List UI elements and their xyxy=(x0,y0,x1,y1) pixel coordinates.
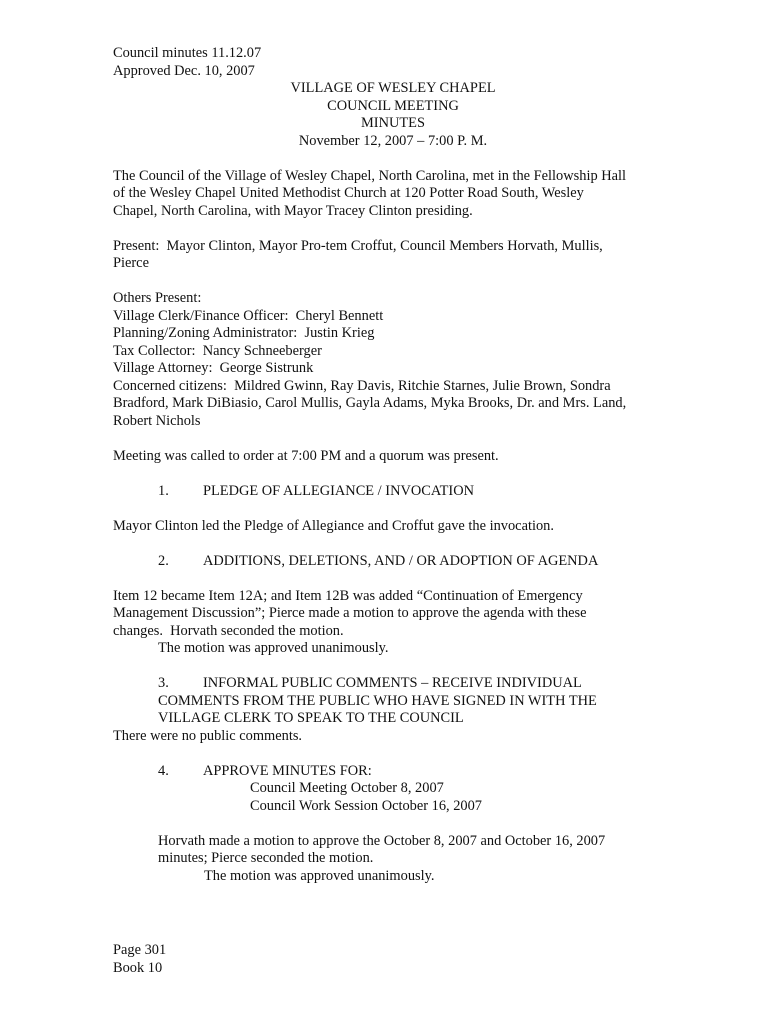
title-line-2: COUNCIL MEETING xyxy=(327,97,459,114)
agenda-item-1 xyxy=(113,483,673,536)
item-number: 2. xyxy=(158,552,169,569)
item-heading xyxy=(113,483,673,501)
present-paragraph xyxy=(113,238,673,273)
others-line: Bradford, Mark DiBiasio, Carol Mullis, Gayla Adams, Myka Brooks, Dr. and Mrs. Land, xyxy=(113,395,627,411)
item-body: Mayor Clinton led the Pledge of Allegiance and Croffut gave the invocation. xyxy=(113,517,554,534)
minutes-sub-item: Council Meeting October 8, 2007 xyxy=(250,780,444,796)
header-line-1: Council minutes 11.12.07 xyxy=(113,45,262,61)
item-heading xyxy=(113,763,673,781)
others-line: Planning/Zoning Administrator: Justin Krieg xyxy=(113,325,375,341)
header-line-2: Approved Dec. 10, 2007 xyxy=(113,62,255,79)
motion-result: The motion was approved unanimously. xyxy=(158,640,389,656)
title-line-4: November 12, 2007 – 7:00 P. M. xyxy=(298,132,488,149)
others-line: Village Clerk/Finance Officer: Cheryl Bennett xyxy=(113,307,384,324)
intro-line: The Council of the Village of Wesley Chapel, North Carolina, met in the Fellowship Hall xyxy=(113,167,627,184)
item-body-line: minutes; Pierce seconded the motion. xyxy=(158,850,374,866)
page-footer xyxy=(113,942,166,977)
minutes-page xyxy=(113,45,673,885)
others-line: Others Present: xyxy=(113,290,202,306)
agenda-item-4 xyxy=(113,763,673,886)
others-line: Village Attorney: George Sistrunk xyxy=(113,360,314,376)
minutes-sub-item: Council Work Session October 16, 2007 xyxy=(250,797,483,814)
item-number: 4. xyxy=(158,762,169,779)
item-number: 3. xyxy=(158,675,169,691)
agenda-item-2 xyxy=(113,553,673,658)
call-to-order: Meeting was called to order at 7:00 PM and a quorum was present. xyxy=(113,447,499,464)
intro-line: Chapel, North Carolina, with Mayor Tracey Clinton presiding. xyxy=(113,202,473,219)
item-heading xyxy=(113,675,673,693)
agenda-item-3 xyxy=(113,675,673,745)
item-body: There were no public comments. xyxy=(113,727,303,744)
book-number: Book 10 xyxy=(113,959,163,976)
item-title: PLEDGE OF ALLEGIANCE / INVOCATION xyxy=(203,482,475,499)
others-line: Tax Collector: Nancy Schneeberger xyxy=(113,342,322,359)
item-title: ADDITIONS, DELETIONS, AND / OR ADOPTION OF AGENDA xyxy=(203,552,599,569)
item-body-line: changes. Horvath seconded the motion. xyxy=(113,622,344,639)
item-body-line: Item 12 became Item 12A; and Item 12B was added “Continuation of Emergency xyxy=(113,587,583,604)
others-present xyxy=(113,290,673,430)
present-line: Present: Mayor Clinton, Mayor Pro-tem Croffut, Council Members Horvath, Mullis, xyxy=(113,237,603,254)
intro-paragraph xyxy=(113,168,673,221)
intro-line: of the Wesley Chapel United Methodist Church at 120 Potter Road South, Wesley xyxy=(113,185,584,201)
item-number: 1. xyxy=(158,482,169,499)
item-body-line: Horvath made a motion to approve the October 8, 2007 and October 16, 2007 xyxy=(158,832,606,849)
motion-result: The motion was approved unanimously. xyxy=(204,867,435,884)
page-number: Page 301 xyxy=(113,942,167,958)
item-title-cont: VILLAGE CLERK TO SPEAK TO THE COUNCIL xyxy=(158,710,464,726)
title-line-3: MINUTES xyxy=(361,115,425,131)
item-heading xyxy=(113,553,673,571)
item-title: INFORMAL PUBLIC COMMENTS – RECEIVE INDIVIDUAL xyxy=(203,675,582,691)
others-line: Concerned citizens: Mildred Gwinn, Ray Davis, Ritchie Starnes, Julie Brown, Sondra xyxy=(113,377,611,394)
present-line: Pierce xyxy=(113,255,149,271)
title-line-1: VILLAGE OF WESLEY CHAPEL xyxy=(290,80,496,96)
others-line: Robert Nichols xyxy=(113,412,201,429)
item-title-cont: COMMENTS FROM THE PUBLIC WHO HAVE SIGNED IN WITH THE xyxy=(158,692,597,709)
item-body-line: Management Discussion”; Pierce made a motion to approve the agenda with these xyxy=(113,605,587,621)
item-title: APPROVE MINUTES FOR: xyxy=(203,762,372,779)
document-title xyxy=(113,80,673,150)
